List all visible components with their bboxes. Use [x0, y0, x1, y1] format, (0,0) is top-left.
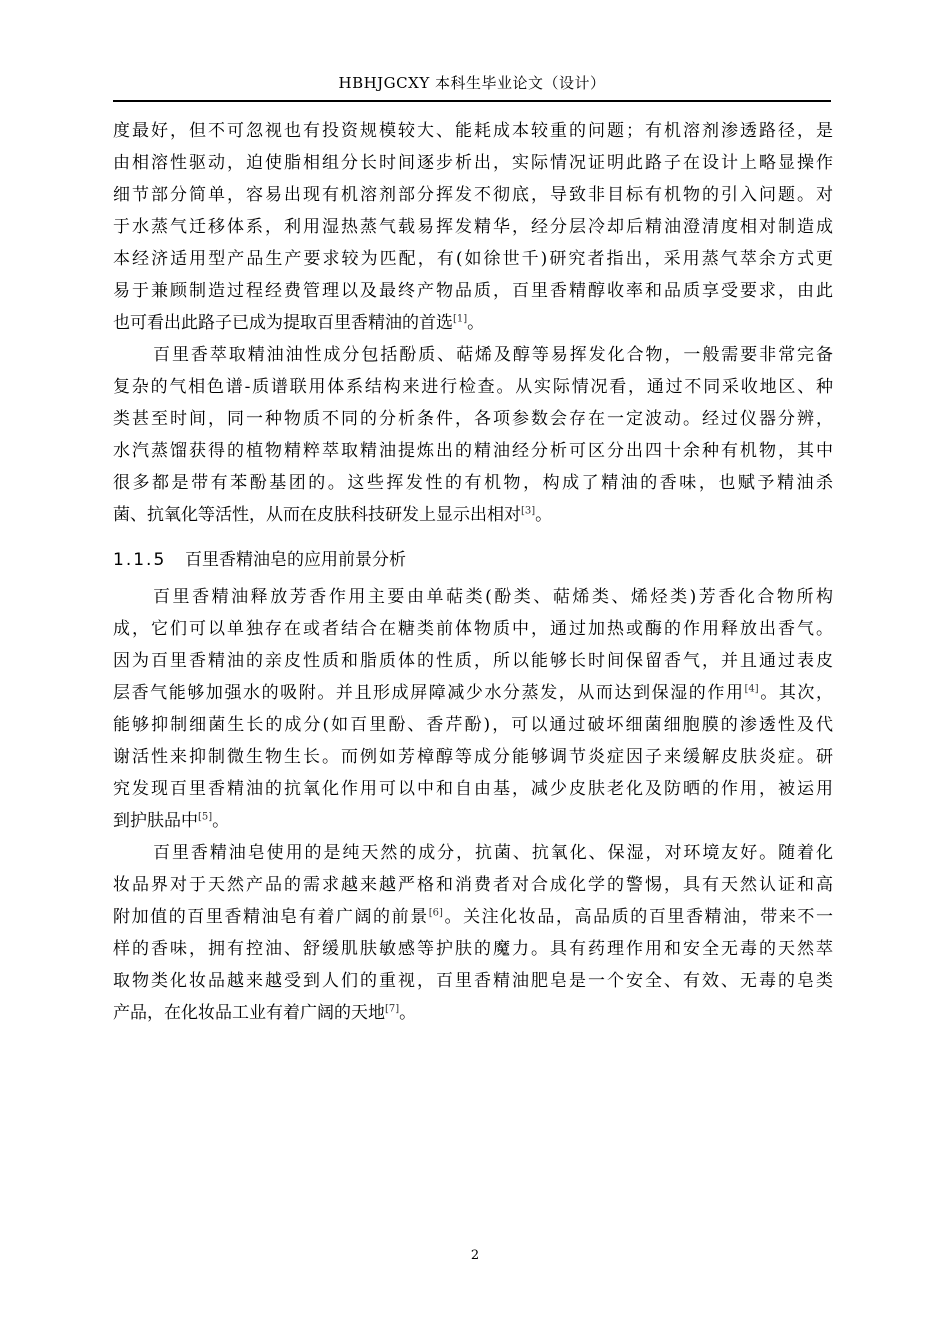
- paragraph-3: [113, 581, 833, 837]
- body-text: [113, 115, 833, 1029]
- line-text: 到护肤品中: [113, 811, 198, 831]
- paragraph-line: 复杂的气相色谱-质谱联用体系结构来进行检查。从实际情况看，通过不同采收地区、种: [113, 377, 833, 397]
- paragraph-line: 很多都是带有苯酚基团的。这些挥发性的有机物，构成了精油的香味，也赋予精油杀: [113, 473, 833, 493]
- paragraph-line: 成，它们可以单独存在或者结合在糖类前体物质中，通过加热或酶的作用释放出香气。: [113, 619, 833, 639]
- paragraph-line: 谢活性来抑制微生物生长。而例如芳樟醇等成分能够调节炎症因子来缓解皮肤炎症。研: [113, 747, 833, 767]
- line-end: 。: [467, 313, 485, 333]
- paragraph-line: 究发现百里香精油的抗氧化作用可以中和自由基，减少皮肤老化及防晒的作用，被运用: [113, 779, 833, 799]
- paragraph-1: [113, 115, 833, 339]
- paragraph-line: 因为百里香精油的亲皮性质和脂质体的性质，所以能够长时间保留香气，并且通过表皮: [113, 651, 833, 671]
- paragraph-line: 易于兼顾制造过程经费管理以及最终产物品质，百里香精醇收率和品质享受要求，由此: [113, 281, 833, 301]
- paragraph-line: 类甚至时间，同一种物质不同的分析条件，各项参数会存在一定波动。经过仪器分辨，: [113, 409, 833, 429]
- paragraph-line: 度最好，但不可忽视也有投资规模较大、能耗成本较重的问题；有机溶剂渗透路径，是: [113, 121, 833, 141]
- paragraph-line: 样的香味，拥有控油、舒缓肌肤敏感等护肤的魔力。具有药理作用和安全无毒的天然萃: [113, 939, 833, 959]
- citation: [4]: [744, 683, 759, 695]
- paragraph-line: 百里香精油皂使用的是纯天然的成分，抗菌、抗氧化、保湿，对环境友好。随着化: [153, 843, 833, 863]
- line-end: 。: [535, 505, 553, 525]
- paragraph-line: 百里香萃取精油油性成分包括酚质、萜烯及醇等易挥发化合物，一般需要非常完备: [153, 345, 833, 365]
- paragraph-line: 能够抑制细菌生长的成分(如百里酚、香芹酚)，可以通过破坏细菌细胞膜的渗透性及代: [113, 715, 833, 735]
- line-text: 层香气能够加强水的吸附。并且形成屏障减少水分蒸发，从而达到保湿的作用: [113, 683, 745, 703]
- paragraph-line: [113, 805, 833, 837]
- paragraph-line: 本经济适用型产品生产要求较为匹配，有(如徐世千)研究者指出，采用蒸气萃余方式更: [113, 249, 833, 269]
- paragraph-line: [113, 901, 833, 933]
- line-end: 。: [399, 1003, 417, 1023]
- paragraph-line: 百里香精油释放芳香作用主要由单萜类(酚类、萜烯类、烯烃类)芳香化合物所构: [153, 587, 833, 607]
- section-title: 百里香精油皂的应用前景分析: [185, 550, 406, 570]
- citation: [7]: [385, 1003, 400, 1015]
- line-text: 产品，在化妆品工业有着广阔的天地: [113, 1003, 385, 1023]
- paragraph-line: 取物类化妆品越来越受到人们的重视，百里香精油肥皂是一个安全、有效、无毒的皂类: [113, 971, 833, 991]
- paragraph-line: [113, 307, 833, 339]
- section-number: 1.1.5: [113, 550, 167, 570]
- paragraph-line: 妆品界对于天然产品的需求越来越严格和消费者对合成化学的警惕，具有天然认证和高: [113, 875, 833, 895]
- paragraph-line: 水汽蒸馏获得的植物精粹萃取精油提炼出的精油经分析可区分出四十余种有机物，其中: [113, 441, 833, 461]
- paragraph-line: 由相溶性驱动，迫使脂相组分长时间逐步析出，实际情况证明此路子在设计上略显操作: [113, 153, 833, 173]
- paragraph-line: [113, 997, 833, 1029]
- page-number: 2: [470, 1248, 480, 1263]
- section-heading: [113, 543, 833, 577]
- citation: [6]: [428, 907, 443, 919]
- paragraph-line: [113, 499, 833, 531]
- paragraph-2: [113, 339, 833, 531]
- header-divider: [113, 100, 831, 102]
- citation: [1]: [453, 313, 468, 325]
- line-end: 。关注化妆品，高品质的百里香精油，带来不一: [442, 907, 833, 927]
- citation: [3]: [521, 505, 536, 517]
- line-text: 也可看出此路子已成为提取百里香精油的首选: [113, 313, 453, 333]
- citation: [5]: [198, 811, 213, 823]
- paragraph-4: [113, 837, 833, 1029]
- line-text: 附加值的百里香精油皂有着广阔的前景: [113, 907, 429, 927]
- line-end: 。: [212, 811, 230, 831]
- line-text: 菌、抗氧化等活性，从而在皮肤科技研发上显示出相对: [113, 505, 521, 525]
- page-header: HBHJGCXY 本科生毕业论文（设计）: [338, 74, 606, 92]
- paragraph-line: 于水蒸气迁移体系，利用湿热蒸气载易挥发精华，经分层冷却后精油澄清度相对制造成: [113, 217, 833, 237]
- paragraph-line: 细节部分简单，容易出现有机溶剂部分挥发不彻底，导致非目标有机物的引入问题。对: [113, 185, 833, 205]
- paragraph-line: [113, 677, 833, 709]
- line-end: 。其次，: [758, 683, 834, 703]
